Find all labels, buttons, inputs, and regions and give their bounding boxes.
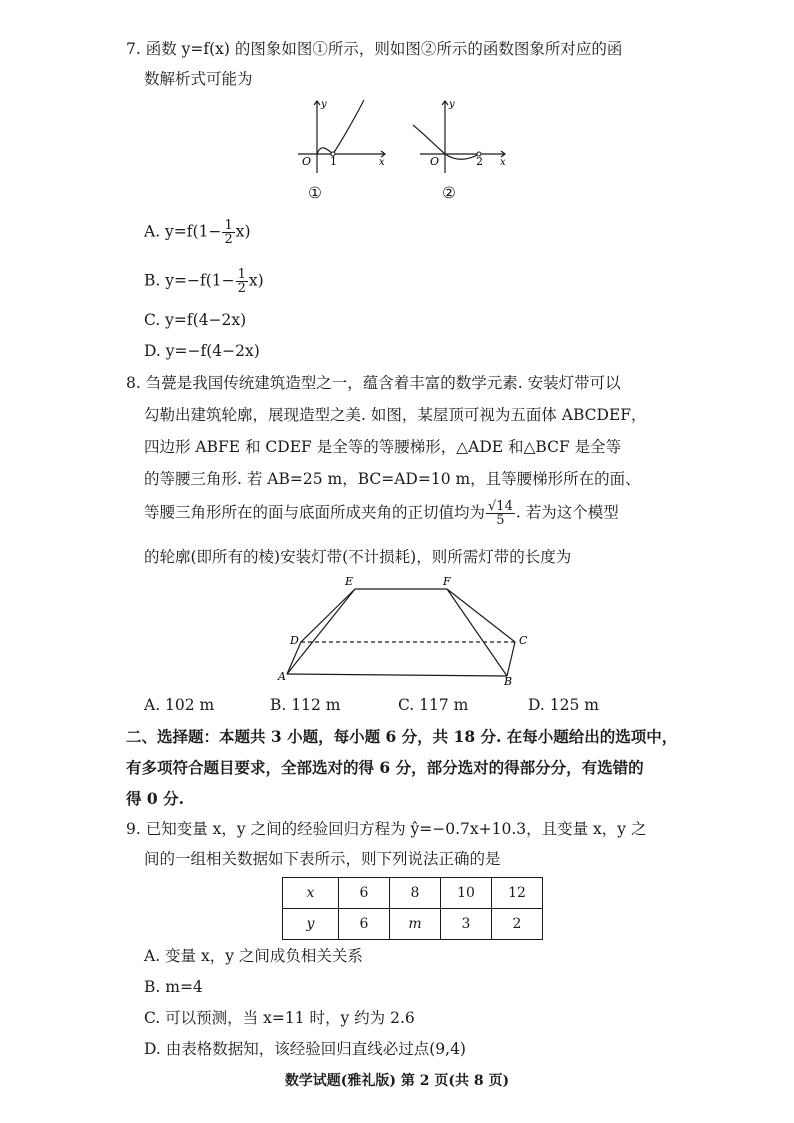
q9-option-a: A. 变量 x，y 之间成负相关关系 — [144, 947, 363, 965]
label-D: D — [290, 634, 299, 647]
edge-FC — [447, 589, 515, 642]
q9-option-b: B. m=4 — [144, 978, 203, 996]
label-C: C — [519, 634, 528, 647]
table-row — [283, 878, 543, 909]
q8-stem-line6: 的轮廓(即所有的棱)安装灯带(不计损耗)，则所需灯带的长度为 — [144, 548, 572, 566]
fig2-y-label: y — [449, 99, 455, 110]
q7-fig2-caption: ② — [442, 184, 456, 202]
page-footer: 数学试题(雅礼版) 第 2 页(共 8 页) — [284, 1073, 510, 1089]
fig1-x-label: x — [379, 157, 385, 168]
q7-option-c: C. y=f(4−2x) — [144, 311, 247, 329]
table-cell: m — [390, 909, 441, 940]
q7-figure-2 — [405, 95, 510, 175]
q7-stem-line1: 7. 函数 y=f(x) 的图象如图①所示，则如图②所示的函数图象所对应的函 — [126, 40, 623, 58]
q8-option-b: B. 112 m — [270, 696, 341, 714]
fig2-origin-label: O — [430, 155, 440, 168]
fig1-y-label: y — [321, 99, 327, 110]
q7-stem-line2: 数解析式可能为 — [144, 70, 253, 88]
fig2-tick-label: 2 — [476, 155, 483, 168]
q9-stem-line1: 9. 已知变量 x，y 之间的经验回归方程为 ŷ=−0.7x+10.3，且变量 x，y 之 — [126, 820, 647, 838]
section2-line3: 得 0 分. — [126, 789, 184, 808]
q8-option-a: A. 102 m — [144, 696, 215, 714]
q7-figure-1 — [290, 95, 390, 175]
label-B: B — [504, 675, 513, 687]
q8-figure-roof — [275, 572, 535, 687]
q9-stem-line2: 间的一组相关数据如下表所示，则下列说法正确的是 — [144, 850, 501, 868]
edge-AB — [287, 674, 507, 676]
q8-stem-line2: 勾勒出建筑轮廓，展现造型之美. 如图，某屋顶可视为五面体 ABCDEF， — [144, 406, 647, 424]
q9-option-c: C. 可以预测，当 x=11 时，y 约为 2.6 — [144, 1009, 415, 1027]
table-cell: 6 — [339, 878, 390, 909]
table-cell: x — [283, 878, 339, 909]
label-A: A — [278, 670, 286, 683]
q8-option-c: C. 117 m — [398, 696, 469, 714]
q8-stem-line1: 8. 刍甍是我国传统建筑造型之一，蕴含着丰富的数学元素. 安装灯带可以 — [126, 374, 621, 392]
q7-option-d: D. y=−f(4−2x) — [144, 342, 260, 360]
fig2-x-label: x — [500, 157, 506, 168]
table-row — [283, 909, 543, 940]
label-F: F — [443, 575, 451, 588]
table-cell: y — [283, 909, 339, 940]
q9-option-d: D. 由表格数据知，该经验回归直线必过点(9,4) — [144, 1040, 466, 1058]
table-cell: 3 — [441, 909, 492, 940]
edge-FB — [447, 589, 507, 676]
q8-stem-line3: 四边形 ABFE 和 CDEF 是全等的等腰梯形，△ADE 和△BCF 是全等 — [144, 438, 622, 456]
q7-fig1-caption: ① — [308, 184, 322, 202]
q8-option-d: D. 125 m — [528, 696, 599, 714]
q7-option-b: B. y=−f(1− $\frac{1}{2}$ x) — [144, 267, 264, 296]
table-cell: 12 — [492, 878, 543, 909]
table-cell: 6 — [339, 909, 390, 940]
edge-BC — [507, 642, 515, 676]
q8-stem-line4: 的等腰三角形. 若 AB=25 m，BC=AD=10 m，且等腰梯形所在的面、 — [144, 470, 641, 488]
q9-data-table — [282, 877, 543, 940]
table-cell: 8 — [390, 878, 441, 909]
section2-line1: 二、选择题：本题共 3 小题，每小题 6 分，共 18 分. 在每小题给出的选项中， — [126, 727, 678, 746]
fig1-origin-label: O — [302, 155, 312, 168]
q8-stem-line5: 等腰三角形所在的面与底面所成夹角的正切值均为 $\frac{√14}{5}$ . 若为这个模型 — [144, 499, 619, 528]
q7-option-a: A. y=f(1− $\frac{1}{2}$ x) — [144, 218, 251, 247]
table-cell: 10 — [441, 878, 492, 909]
edge-EA — [287, 589, 355, 674]
section2-line2: 有多项符合题目要求，全部选对的得 6 分，部分选对的得部分分，有选错的 — [126, 758, 644, 777]
fig1-tick-label: 1 — [330, 155, 337, 168]
table-cell: 2 — [492, 909, 543, 940]
edge-ED — [301, 589, 355, 642]
label-E: E — [345, 575, 354, 588]
